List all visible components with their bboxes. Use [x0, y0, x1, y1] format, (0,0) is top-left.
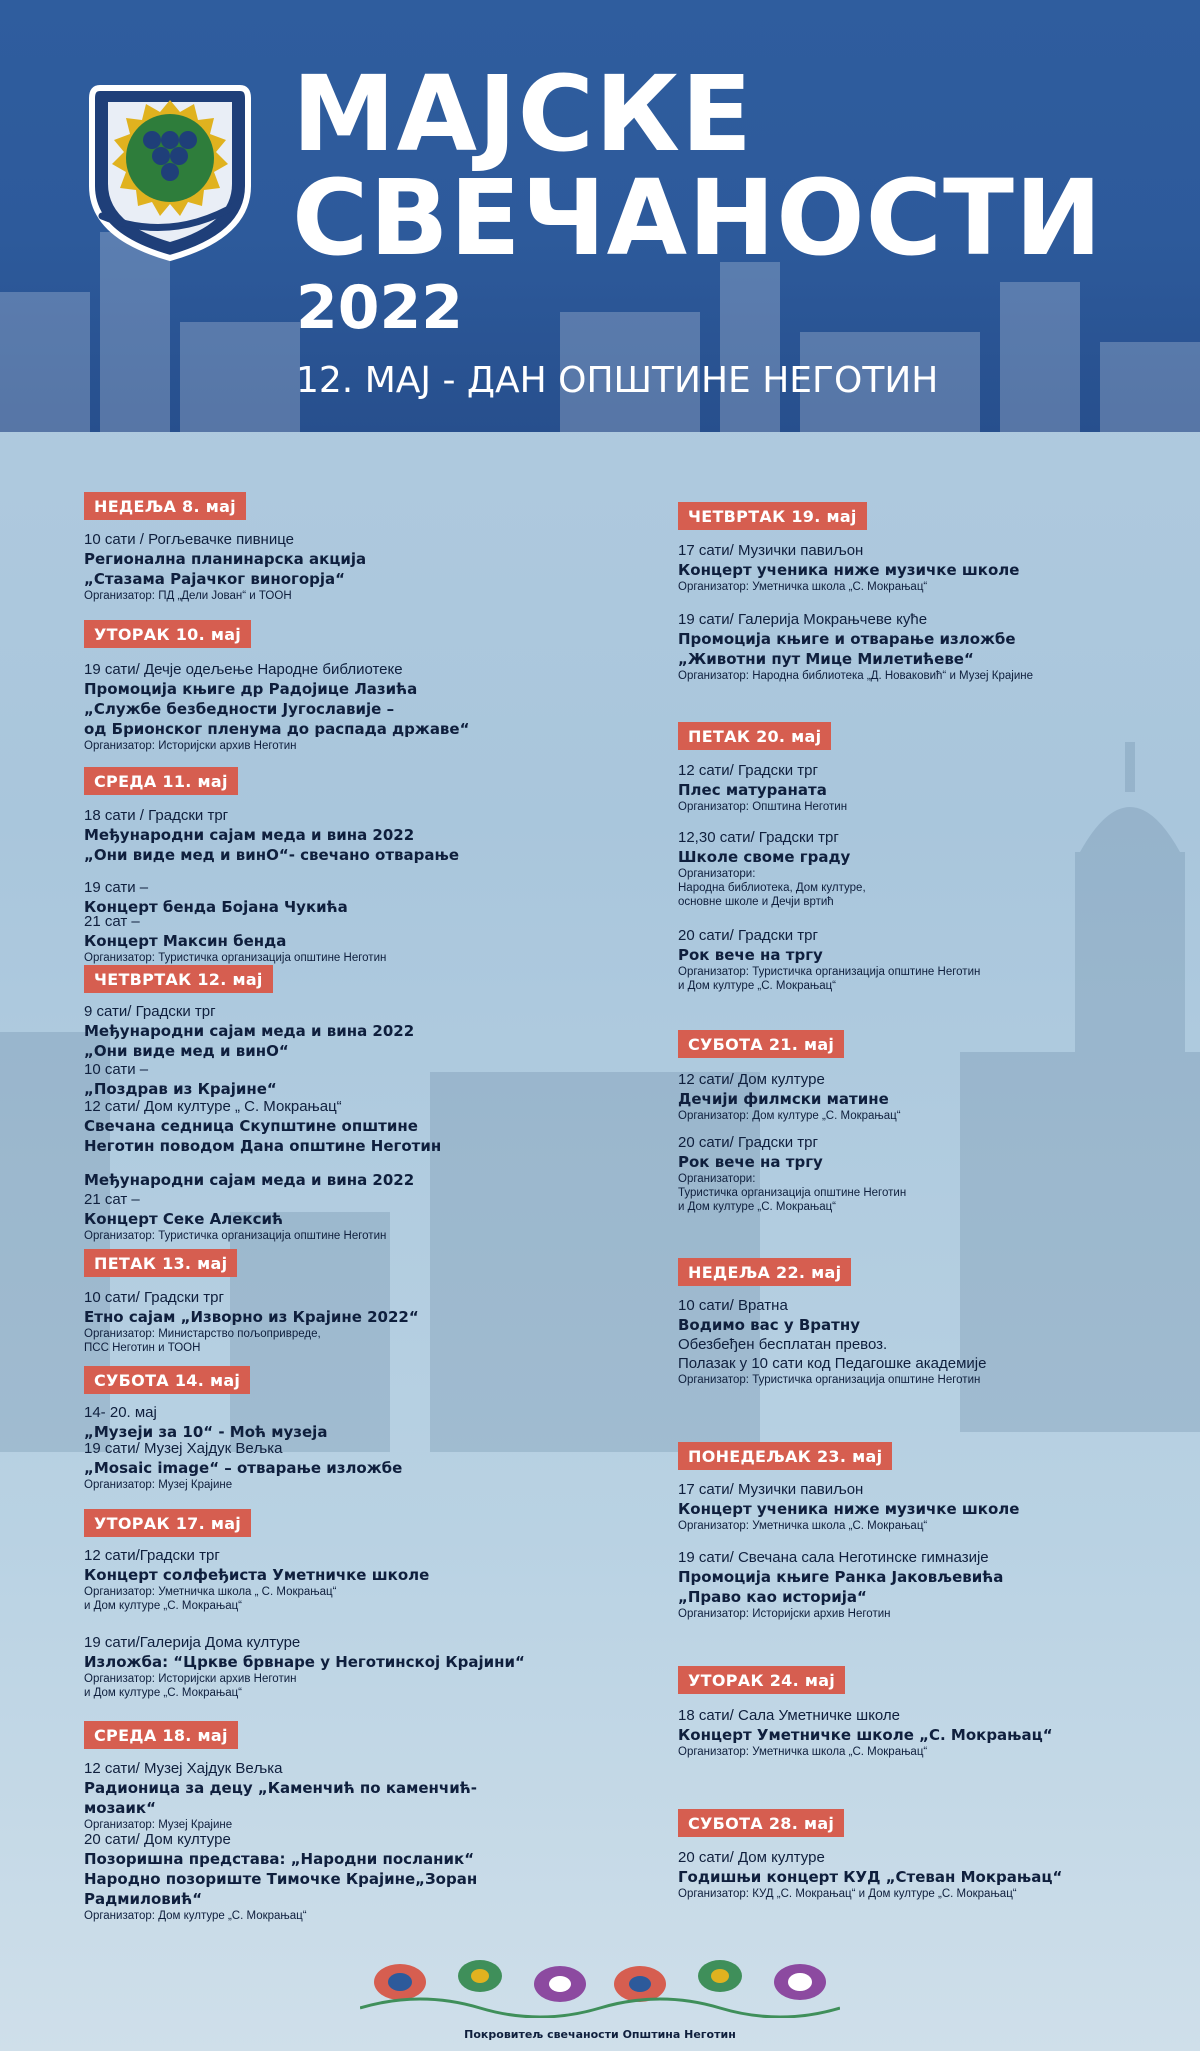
event-title: Концерт бенда Бојана Чукића	[84, 898, 348, 916]
event-title: Плес матураната	[678, 781, 827, 799]
event-organizer: Организатор: Историјски архив Неготин	[84, 740, 297, 752]
event-title: Дечији филмски матине	[678, 1090, 889, 1108]
event-item	[84, 1830, 544, 1923]
event-organizer: Организатор: Туристичка организација општине Неготин и Дом културе „С. Мокрањац“	[678, 966, 981, 992]
event-organizer: Организатор: Туристичка организација општине Неготин	[678, 1374, 981, 1386]
event-title: Етно сајам „Изворно из Крајине 2022“	[84, 1308, 419, 1326]
event-time: 19 сати/ Галерија Мокрањчеве куће	[678, 611, 928, 628]
event-organizer: Организатор: Музеј Крајине	[84, 1479, 233, 1491]
event-organizer: Организатор: Музеј Крајине	[84, 1819, 233, 1831]
event-note: Обезбеђен бесплатан превоз. Полазак у 10 сати код Педагошке академије	[678, 1336, 987, 1372]
day-heading: НЕДЕЉА 8. мај	[84, 492, 246, 520]
event-title: „Музеји за 10“ - Моћ музеја	[84, 1423, 328, 1441]
event-item	[678, 1070, 1138, 1123]
event-title: Радионица за децу „Каменчић по каменчић-мозаик“	[84, 1779, 477, 1817]
event-title: „Поздрав из Крајине“	[84, 1080, 277, 1098]
subtitle: 12. МАЈ - ДАН ОПШТИНЕ НЕГОТИН	[296, 360, 939, 401]
event-item	[678, 1296, 1138, 1387]
event-item	[678, 541, 1138, 594]
event-organizer: Организатор: Историјски архив Неготин и Дом културе „С. Мокрањац“	[84, 1673, 297, 1699]
event-item	[678, 1480, 1138, 1533]
page-title	[292, 53, 1103, 279]
event-time: 12 сати/Градски трг	[84, 1547, 220, 1564]
day-heading: ПЕТАК 20. мај	[678, 722, 831, 750]
day-heading: СРЕДА 18. мај	[84, 1721, 238, 1749]
day-heading: СУБОТА 14. мај	[84, 1366, 250, 1394]
event-item	[84, 1060, 544, 1099]
event-item	[84, 1759, 544, 1832]
day-heading: СРЕДА 11. мај	[84, 767, 238, 795]
event-time: 10 сати/ Градски трг	[84, 1289, 224, 1306]
title-line-2: СВЕЧАНОСТИ	[292, 157, 1103, 279]
event-item	[84, 1097, 544, 1156]
event-title: Промоција књиге др Радојице Лазића „Службе безбедности Југославије – од Брионског пленума до распада државе“	[84, 680, 470, 738]
event-item	[84, 912, 544, 965]
event-item	[84, 1190, 544, 1243]
day-heading: УТОРАК 17. мај	[84, 1509, 251, 1537]
event-time: 20 сати/ Дом културе	[84, 1831, 231, 1848]
header-banner	[0, 0, 1200, 432]
event-title: Свечана седница Скупштине општине Неготин поводом Дана општине Неготин	[84, 1117, 442, 1155]
event-item	[84, 530, 544, 603]
event-item	[84, 1633, 544, 1700]
day-heading: УТОРАК 24. мај	[678, 1666, 845, 1694]
event-organizer: Организатор: Уметничка школа „С. Мокрањац“	[678, 1746, 928, 1758]
event-item	[678, 828, 1138, 909]
event-time: 20 сати/ Дом културе	[678, 1849, 825, 1866]
day-heading: УТОРАК 10. мај	[84, 620, 251, 648]
event-title: Регионална планинарска акција „Стазама Рајачког виногорја“	[84, 550, 367, 588]
event-title: Рок вече на тргу	[678, 1153, 823, 1171]
event-organizer: Организатор: Дом културе „С. Мокрањац“	[84, 1910, 307, 1922]
day-heading: СУБОТА 28. мај	[678, 1809, 844, 1837]
event-title: Концерт Секе Алексић	[84, 1210, 283, 1228]
event-organizer: Организатор: Туристичка организација општине Неготин	[84, 952, 387, 964]
day-heading: НЕДЕЉА 22. мај	[678, 1258, 851, 1286]
event-title: Међународни сајам меда и вина 2022	[84, 1171, 415, 1189]
event-time: 19 сати –	[84, 879, 149, 896]
day-heading: СУБОТА 21. мај	[678, 1030, 844, 1058]
event-time: 10 сати –	[84, 1061, 149, 1078]
event-time: 19 сати/ Музеј Хајдук Вељка	[84, 1440, 283, 1457]
event-time: 20 сати/ Градски трг	[678, 927, 818, 944]
day-heading: ЧЕТВРТАК 19. мај	[678, 502, 867, 530]
event-organizer: Организатор: КУД „С. Мокрањац“ и Дом културе „С. Мокрањац“	[678, 1888, 1017, 1900]
event-item	[84, 1288, 544, 1355]
event-time: 19 сати/ Свечана сала Неготинске гимназије	[678, 1549, 989, 1566]
event-title: Концерт Уметничке школе „С. Мокрањац“	[678, 1726, 1053, 1744]
event-title: Концерт ученика ниже музичке школе	[678, 1500, 1020, 1518]
event-organizer: Организатори: Туристичка организација општине Неготин и Дом културе „С. Мокрањац“	[678, 1173, 907, 1213]
event-title: Концерт ученика ниже музичке школе	[678, 561, 1020, 579]
day-heading: ЧЕТВРТАК 12. мај	[84, 965, 273, 993]
event-organizer: Организатор: Општина Неготин	[678, 801, 848, 813]
event-title: Водимо вас у Вратну	[678, 1316, 861, 1334]
event-title: Концерт Максин бенда	[84, 932, 287, 950]
day-heading: ПОНЕДЕЉАК 23. мај	[678, 1442, 892, 1470]
day-heading: ПЕТАК 13. мај	[84, 1249, 237, 1277]
event-item	[678, 1706, 1138, 1759]
event-title: „Mosaic image“ – отварање изложбе	[84, 1459, 403, 1477]
event-time: 18 сати / Градски трг	[84, 807, 229, 824]
event-item	[84, 1002, 544, 1061]
event-organizer: Организатор: Уметничка школа „ С. Мокрањац“ и Дом културе „С. Мокрањац“	[84, 1586, 337, 1612]
event-time: 19 сати/Галерија Дома културе	[84, 1634, 301, 1651]
event-title: Рок вече на тргу	[678, 946, 823, 964]
event-organizer: Организатори: Народна библиотека, Дом културе, основне школе и Дечји вртић	[678, 868, 866, 908]
event-time: 21 сат –	[84, 1191, 140, 1208]
event-time: 10 сати / Рогљевачке пивнице	[84, 531, 294, 548]
event-time: 12 сати/ Дом културе „ С. Мокрањац“	[84, 1098, 342, 1115]
event-organizer: Организатор: Уметничка школа „С. Мокрањац“	[678, 581, 928, 593]
event-time: 17 сати/ Музички павиљон	[678, 1481, 864, 1498]
event-time: 20 сати/ Градски трг	[678, 1134, 818, 1151]
event-title: Концерт солфеђиста Уметничке школе	[84, 1566, 430, 1584]
title-line-1: МАЈСКЕ	[292, 53, 754, 175]
event-title: Годишњи концерт КУД „Стеван Мокрањац“	[678, 1868, 1063, 1886]
event-item	[84, 1439, 544, 1492]
event-time: 19 сати/ Дечје одељење Народне библиотеке	[84, 661, 403, 678]
event-title: Промоција књиге Ранка Јаковљевића „Право као историја“	[678, 1568, 1004, 1606]
event-organizer: Организатор: Туристичка организација општине Неготин	[84, 1230, 387, 1242]
event-time: 12,30 сати/ Градски трг	[678, 829, 839, 846]
event-item	[678, 926, 1138, 993]
event-time: 12 сати/ Градски трг	[678, 762, 818, 779]
event-item	[84, 1546, 544, 1613]
event-organizer: Организатор: Народна библиотека „Д. Новаковић“ и Музеј Крајине	[678, 670, 1034, 682]
event-item	[678, 1133, 1138, 1214]
event-time: 10 сати/ Вратна	[678, 1297, 788, 1314]
event-item	[84, 806, 544, 865]
event-title: Изложба: “Цркве брвнаре у Неготинској Крајини“	[84, 1653, 525, 1671]
event-organizer: Организатор: ПД „Дели Јован“ и ТООН	[84, 590, 292, 602]
event-time: 12 сати/ Музеј Хајдук Вељка	[84, 1760, 283, 1777]
event-time: 14- 20. мај	[84, 1404, 157, 1421]
event-time: 17 сати/ Музички павиљон	[678, 542, 864, 559]
event-time: 9 сати/ Градски трг	[84, 1003, 216, 1020]
event-organizer: Организатор: Уметничка школа „С. Мокрањац“	[678, 1520, 928, 1532]
event-item	[678, 1548, 1138, 1621]
event-item	[678, 610, 1138, 683]
title-year: 2022	[296, 273, 463, 343]
event-title: Школе своме граду	[678, 848, 851, 866]
event-item	[84, 1403, 544, 1442]
event-title: Промоција књиге и отварање изложбе „Животни пут Мице Милетићеве“	[678, 630, 1016, 668]
event-item	[678, 761, 1138, 814]
event-time: 12 сати/ Дом културе	[678, 1071, 825, 1088]
municipality-coat-of-arms	[88, 66, 252, 262]
event-time: 18 сати/ Сала Уметничке школе	[678, 1707, 901, 1724]
event-time: 21 сат –	[84, 913, 140, 930]
event-item	[678, 1848, 1138, 1901]
event-item	[84, 660, 544, 753]
sponsor-footer: Покровитељ свечаности Општина Неготин	[464, 2028, 736, 2041]
event-organizer: Организатор: Дом културе „С. Мокрањац“	[678, 1110, 901, 1122]
event-title: Међународни сајам меда и вина 2022 „Они виде мед и винО“	[84, 1022, 415, 1060]
event-title: Позоришна представа: „Народни посланик“ Народно позориште Тимочке Крајине„Зоран Радмиловић“	[84, 1850, 478, 1908]
folk-embroidery-ornament	[360, 1946, 840, 2018]
event-organizer: Организатор: Историјски архив Неготин	[678, 1608, 891, 1620]
event-item	[84, 1170, 544, 1190]
event-title: Међународни сајам меда и вина 2022 „Они виде мед и винО“- свечано отварање	[84, 826, 459, 864]
event-organizer: Организатор: Министарство пољопривреде, ПСС Неготин и ТООН	[84, 1328, 321, 1354]
